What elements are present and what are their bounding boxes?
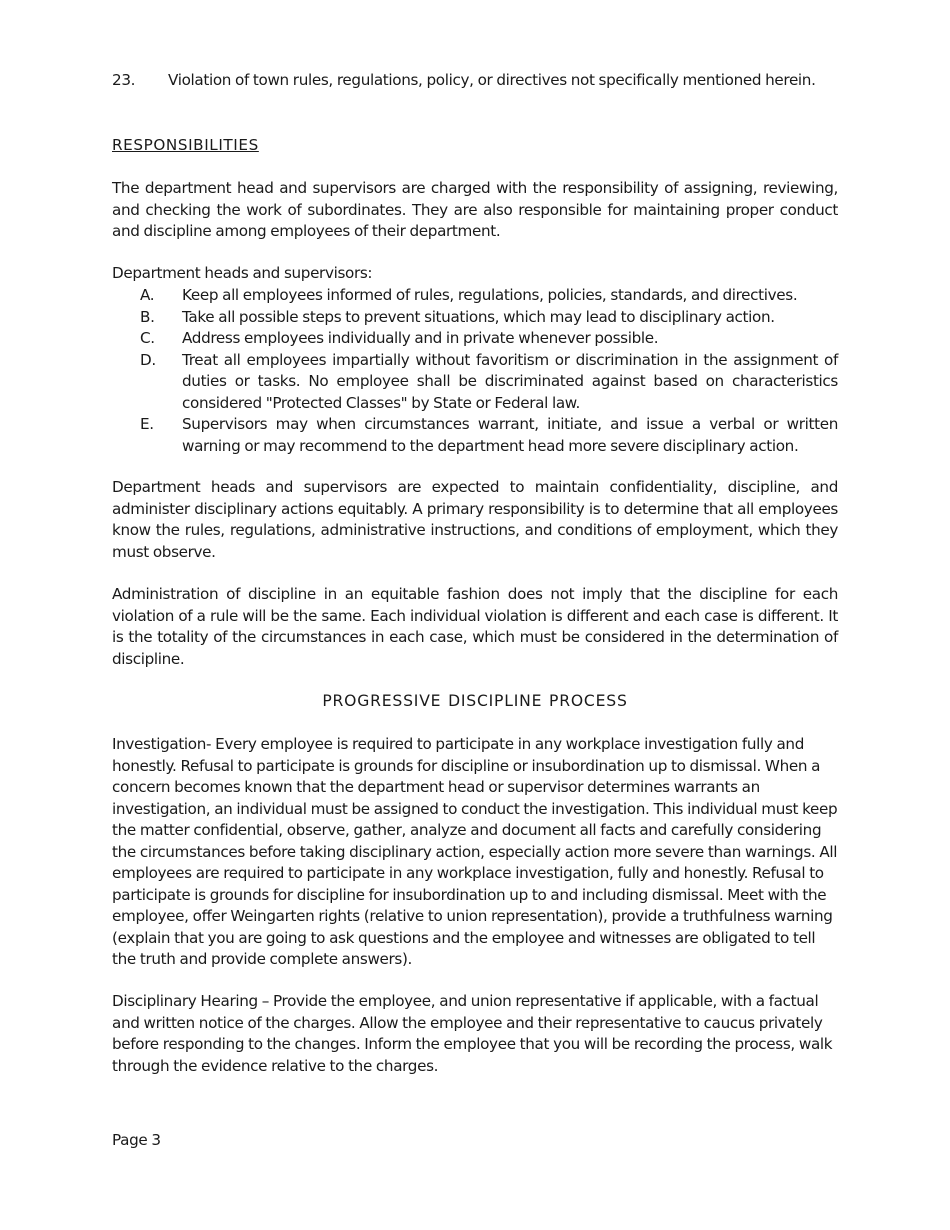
- equitable-discipline-paragraph: Administration of discipline in an equitable fashion does not imply that the discipline for each violation of a rule will be the same. Each individual violation is different and each case is different. It is the totality of the circumstances in each case, which must be considered in the determination of discipline.: [112, 585, 838, 668]
- list-item-text: Treat all employees impartially without favoritism or discrimination in the assignment of duties or tasks. No employee shall be discriminated against based on characteristics considered "Protected Classes" by State or Federal law.: [182, 350, 838, 412]
- page-number: Page 3: [112, 1131, 161, 1149]
- list-intro: Department heads and supervisors:: [112, 264, 373, 282]
- responsibilities-list: [140, 285, 838, 457]
- list-item: [140, 307, 838, 329]
- list-item-letter: B.: [140, 307, 155, 326]
- disciplinary-hearing-paragraph: Disciplinary Hearing – Provide the employee, and union representative if applicable, with a factual and written notice of the charges. Allow the employee and their representative to caucus privately before responding to the changes. Inform the employee that you will be recording the process, walk through the evidence relative to the charges.: [112, 992, 833, 1075]
- list-item-text: Supervisors may when circumstances warrant, initiate, and issue a verbal or written warning or may recommend to the department head more severe disciplinary action.: [182, 415, 838, 455]
- list-item: [140, 328, 838, 350]
- list-item-text: Keep all employees informed of rules, regulations, policies, standards, and directives.: [182, 286, 798, 304]
- list-item: [140, 285, 838, 307]
- item-text: Violation of town rules, regulations, policy, or directives not specifically mentioned herein.: [168, 71, 816, 89]
- list-item-letter: E.: [140, 415, 154, 433]
- list-item: [140, 350, 838, 415]
- list-item: [140, 414, 838, 457]
- investigation-paragraph: Investigation- Every employee is required to participate in any workplace investigation fully and honestly. Refusal to participate is grounds for discipline or insubordination up to dismissal. When a concern becomes known that the department head or supervisor determines warrants an investigation, an individual must be assigned to conduct the investigation. This individual must keep the matter confidential, observe, gather, analyze and document all facts and carefully considering the circumstances before taking disciplinary action, especially action more severe than warnings. All employees are required to participate in any workplace investigation, fully and honestly. Refusal to participate is grounds for discipline for insubordination up to and including dismissal. Meet with the employee, offer Weingarten rights (relative to union representation), provide a truthfulness warning (explain that you are going to ask questions and the employee and witnesses are obligated to tell the truth and provide complete answers).: [112, 735, 838, 968]
- list-item-letter: C.: [140, 329, 155, 347]
- progressive-discipline-heading: PROGRESSIVE DISCIPLINE PROCESS: [322, 692, 628, 710]
- responsibilities-heading: RESPONSIBILITIES: [112, 136, 259, 154]
- item-number: 23.: [112, 71, 136, 89]
- list-item-text: Address employees individually and in private whenever possible.: [182, 329, 659, 347]
- confidentiality-paragraph: Department heads and supervisors are expected to maintain confidentiality, discipline, and administer disciplinary actions equitably. A primary responsibility is to determine that all employees know the rules, regulations, administrative instructions, and conditions of employment, which they must observe.: [112, 478, 838, 561]
- list-item-letter: D.: [140, 350, 156, 369]
- list-item-text: Take all possible steps to prevent situations, which may lead to disciplinary action.: [182, 307, 775, 326]
- numbered-item-23: [112, 70, 838, 92]
- list-item-letter: A.: [140, 286, 155, 304]
- responsibilities-intro-paragraph: The department head and supervisors are charged with the responsibility of assigning, reviewing, and checking the work of subordinates. They are also responsible for maintaining proper conduct and discipline among employees of their department.: [112, 179, 838, 240]
